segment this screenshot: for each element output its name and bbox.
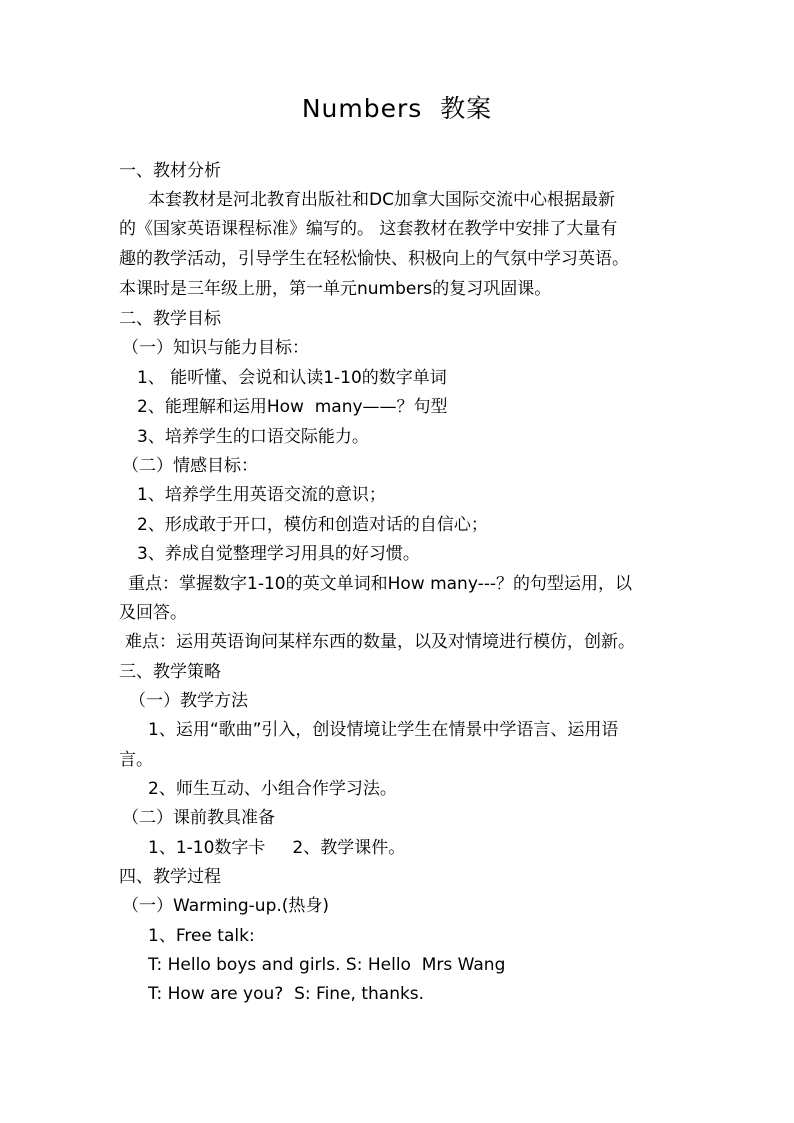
- subsection-heading: （一）知识与能力目标：: [122, 338, 309, 358]
- paragraph-line: 的《国家英语课程标准》编写的。 这套教材在教学中安排了大量有: [119, 219, 618, 239]
- section-heading-teaching-process: 四、教学过程: [119, 867, 221, 887]
- subsection-heading: （一）Warming-up.(热身): [122, 896, 330, 916]
- dialogue-line: T: Hello boys and girls. S: Hello Mrs Wang: [148, 955, 506, 975]
- list-item: 2、师生互动、小组合作学习法。: [148, 779, 397, 799]
- section-heading-textbook-analysis: 一、教材分析: [119, 161, 221, 181]
- document-title: Numbers 教案: [301, 94, 493, 123]
- list-item: 2、形成敢于开口，模仿和创造对话的自信心；: [137, 515, 488, 535]
- subsection-heading: （一）教学方法: [129, 691, 248, 711]
- key-point-line: 及回答。: [119, 603, 187, 623]
- dialogue-line: T: How are you? S: Fine, thanks.: [148, 984, 425, 1004]
- list-item: 1、 能听懂、会说和认读1-10的数字单词: [137, 368, 447, 388]
- list-item: 1、培养学生用英语交流的意识；: [137, 485, 386, 505]
- paragraph-line: 本套教材是河北教育出版社和DC加拿大国际交流中心根据最新: [148, 190, 615, 210]
- list-item: 1、Free talk:: [148, 926, 255, 946]
- paragraph-line: 1、运用“歌曲”引入，创设情境让学生在情景中学语言、运用语: [148, 720, 619, 740]
- section-heading-teaching-goals: 二、教学目标: [119, 309, 221, 329]
- subsection-heading: （二）课前教具准备: [122, 808, 275, 828]
- paragraph-line: 本课时是三年级上册，第一单元numbers的复习巩固课。: [119, 279, 552, 299]
- paragraph-line: 言。: [119, 750, 153, 770]
- subsection-heading: （二）情感目标：: [122, 456, 258, 476]
- list-item: 3、培养学生的口语交际能力。: [137, 427, 369, 447]
- section-heading-teaching-strategy: 三、教学策略: [119, 662, 221, 682]
- list-item: 1、1-10数字卡 2、教学课件。: [148, 838, 406, 858]
- list-item: 2、能理解和运用How many——？句型: [137, 397, 448, 417]
- list-item: 3、养成自觉整理学习用具的好习惯。: [137, 544, 420, 564]
- paragraph-line: 趣的教学活动，引导学生在轻松愉快、积极向上的气氛中学习英语。: [119, 249, 629, 269]
- difficulty-line: 难点：运用英语询问某样东西的数量，以及对情境进行模仿，创新。: [125, 632, 635, 652]
- key-point-line: 重点：掌握数字1-10的英文单词和How many---？的句型运用，以: [128, 574, 632, 594]
